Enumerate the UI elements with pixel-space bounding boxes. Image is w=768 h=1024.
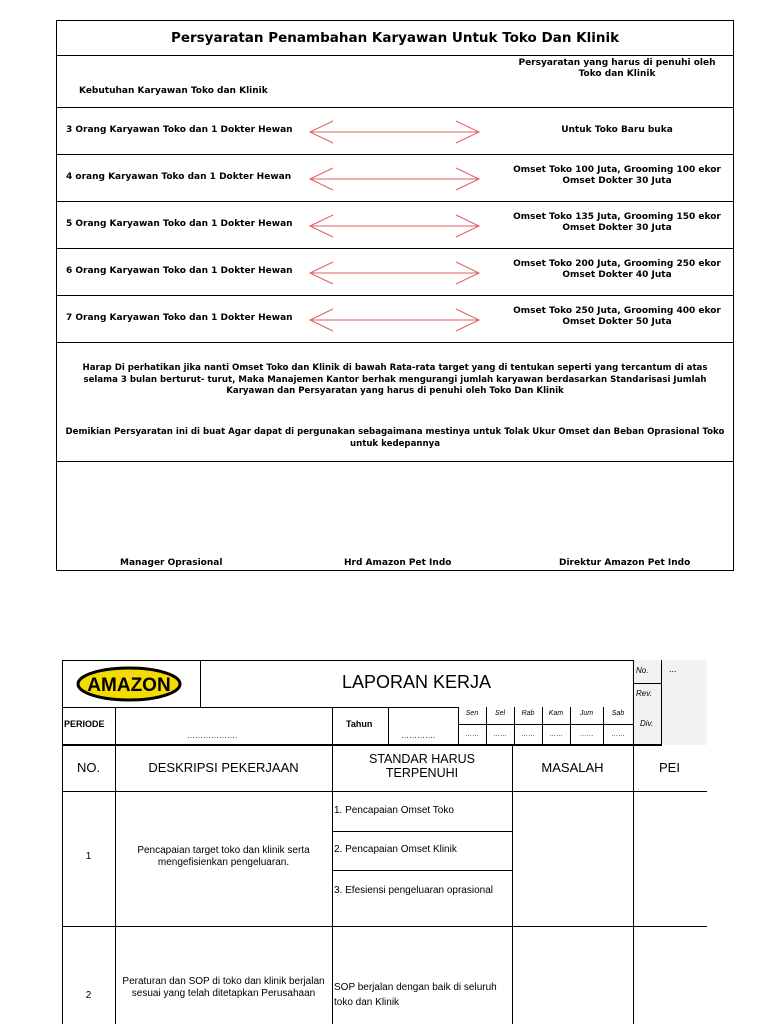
day-label: Rab [521, 710, 535, 717]
report-title: LAPORAN KERJA [342, 672, 492, 692]
requirement-right [507, 165, 727, 187]
item-number: 2 [85, 990, 92, 1001]
signature-director: Direktur Amazon Pet Indo [559, 558, 691, 568]
requirement-right-line1: Omset Toko 250 Juta, Grooming 400 ekor [513, 306, 721, 316]
requirement-row [57, 202, 733, 249]
amazon-logo [76, 666, 182, 702]
requirement-row [57, 155, 733, 202]
day-label: Sel [494, 710, 506, 717]
day-label: Sab [611, 710, 625, 717]
requirement-right-line2: Omset Dokter 40 Juta [562, 270, 672, 280]
tahun-label: Tahun [346, 719, 373, 729]
item-standard: 3. Efesiensi pengeluaran oprasional [334, 885, 493, 896]
requirements-document [56, 20, 734, 571]
requirement-left: 6 Orang Karyawan Toko dan 1 Dokter Hewan [66, 266, 293, 276]
double-arrow-icon [307, 214, 482, 238]
document-title-text: Persyaratan Penambahan Karyawan Untuk Toko Dan Klinik [170, 30, 620, 46]
column-header-description: DESKRIPSI PEKERJAAN [148, 760, 299, 775]
day-value[interactable]: …… [579, 731, 594, 738]
column-header-no: NO. [76, 760, 101, 775]
day-value[interactable]: …… [549, 731, 563, 738]
day-value[interactable]: …… [465, 731, 479, 738]
requirement-left: 3 Orang Karyawan Toko dan 1 Dokter Hewan [66, 125, 293, 135]
requirement-right-line2: Omset Dokter 50 Juta [562, 317, 672, 327]
document-title [57, 21, 733, 56]
day-label: Jum [579, 710, 594, 717]
periode-value[interactable]: ………………. [187, 731, 238, 740]
requirement-right [507, 125, 727, 136]
signature-manager: Manager Oprasional [120, 558, 223, 568]
day-value[interactable]: …… [611, 731, 625, 738]
no-label: No. [636, 666, 649, 675]
requirement-right-line2: Omset Dokter 30 Juta [562, 223, 672, 233]
requirement-right-line1: Untuk Toko Baru buka [561, 125, 673, 135]
requirement-right [507, 306, 727, 328]
rev-label: Rev. [636, 689, 652, 698]
day-label: Sen [465, 710, 479, 717]
item-standard: 2. Pencapaian Omset Klinik [334, 844, 457, 855]
column-header-problem: MASALAH [541, 760, 604, 775]
double-arrow-icon [307, 120, 482, 144]
item-standard: 1. Pencapaian Omset Toko [334, 805, 454, 816]
work-report-form [62, 660, 707, 1024]
requirement-row [57, 296, 733, 343]
requirement-right [507, 259, 727, 281]
item-description: Peraturan dan SOP di toko dan klinik berjalan sesuai yang telah ditetapkan Perusahaan [122, 976, 325, 999]
requirement-right-line1: Omset Toko 200 Juta, Grooming 250 ekor [513, 259, 721, 269]
column-header-cut: PEI [659, 760, 680, 775]
item-number: 1 [85, 851, 92, 862]
item-description: Pencapaian target toko dan klinik serta mengefisienkan pengeluaran. [137, 845, 310, 868]
requirement-left: 4 orang Karyawan Toko dan 1 Dokter Hewan [66, 172, 292, 182]
logo-text: AMAZON [87, 675, 171, 696]
day-label: Kam [548, 710, 564, 717]
note-paragraph: Harap Di perhatikan jika nanti Omset Toko dan Klinik di bawah Rata-rata target yang di tentukan seperti yang tercantum di atas selama 3 bulan berturut- turut, Maka Manajemen Kantor berhak mengurangi jumlah karyawan berdasarkan Standarisasi Jumlah Karyawan dan Persyaratan yang harus di penuhi oleh Toko Dan Klinik [82, 363, 708, 396]
div-label: Div. [640, 719, 654, 728]
requirement-row [57, 108, 733, 155]
requirement-right-line1: Omset Toko 135 Juta, Grooming 150 ekor [513, 212, 721, 222]
requirement-right [507, 212, 727, 234]
header-row [57, 56, 733, 108]
header-left: Kebutuhan Karyawan Toko dan Klinik [79, 86, 268, 96]
double-arrow-icon [307, 167, 482, 191]
day-value[interactable]: …… [493, 731, 507, 738]
column-header-standard: STANDAR HARUS TERPENUHI [368, 752, 476, 780]
tahun-value[interactable]: …………. [401, 731, 436, 740]
requirement-left: 7 Orang Karyawan Toko dan 1 Dokter Hewan [66, 313, 293, 323]
requirement-left: 5 Orang Karyawan Toko dan 1 Dokter Hewan [66, 219, 293, 229]
header-right: Persyaratan yang harus di penuhi oleh Toko dan Klinik [518, 58, 716, 79]
closing-paragraph: Demikian Persyaratan ini di buat Agar dapat di pergunakan sebagaimana mestinya untuk Tolak Ukur Omset dan Beban Oprasional Toko untuk kedepannya [65, 427, 725, 449]
requirement-right-line1: Omset Toko 100 Juta, Grooming 100 ekor [513, 165, 721, 175]
item-standard: SOP berjalan dengan baik di seluruh toko dan Klinik [334, 982, 497, 1008]
double-arrow-icon [307, 261, 482, 285]
notes-section [57, 343, 733, 462]
requirement-row [57, 249, 733, 296]
requirement-right-line2: Omset Dokter 30 Juta [562, 176, 672, 186]
no-value: ... [669, 664, 677, 674]
periode-label: PERIODE [64, 719, 105, 729]
day-value[interactable]: …… [521, 731, 535, 738]
double-arrow-icon [307, 308, 482, 332]
signature-hrd: Hrd Amazon Pet Indo [344, 558, 452, 568]
